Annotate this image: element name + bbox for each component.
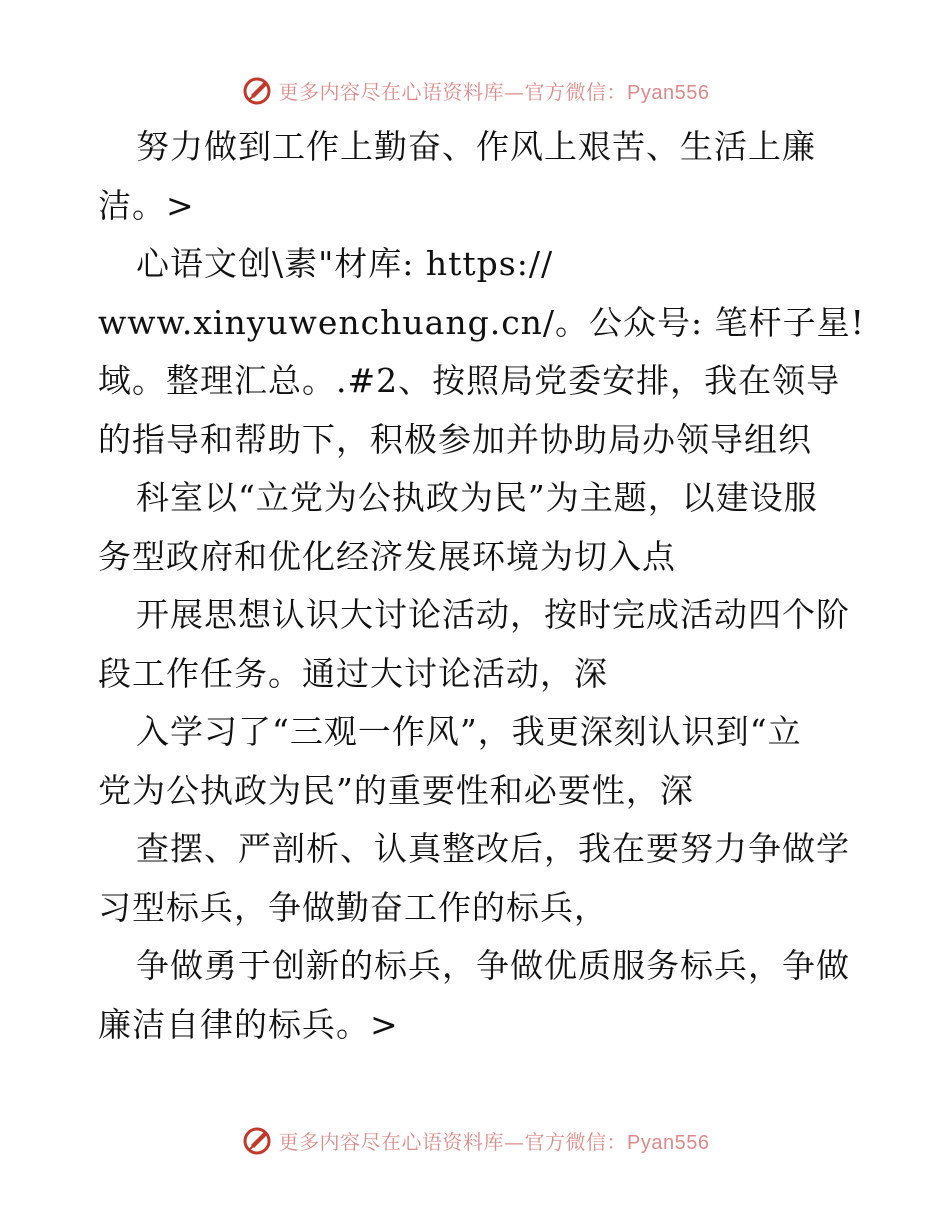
footer-banner-main: 更多内容尽在心语资料库 — [278, 1129, 505, 1154]
body-line: 心语文创\素"材库: https:// — [136, 244, 554, 283]
header-banner-main: 更多内容尽在心语资料库 — [278, 79, 505, 104]
footer-banner-text — [279, 1126, 710, 1155]
brand-logo-icon — [241, 73, 275, 107]
body-line: 努力做到工作上勤奋、作风上艰苦、生活上廉 — [136, 127, 816, 166]
body-line: 洁。> — [98, 185, 195, 225]
body-line: 党为公执政为民”的重要性和必要性，深 — [98, 770, 694, 810]
body-line: 习型标兵，争做勤奋工作的标兵， — [98, 887, 608, 927]
document-body — [98, 118, 865, 1054]
body-line: 开展思想认识大讨论活动，按时完成活动四个阶 — [136, 595, 850, 634]
body-line: www.xinyuwenchuang.cn/。公众号: 笔杆子星! — [98, 302, 865, 342]
header-banner-separator: — — [504, 79, 525, 104]
body-line: 入学习了“三观一作风”，我更深刻认识到“立 — [136, 712, 802, 751]
header-banner-account: Pyan556 — [627, 81, 710, 104]
header-banner-text — [279, 76, 710, 105]
brand-logo-icon — [241, 1123, 275, 1157]
body-line: 的指导和帮助下，积极参加并协助局办领导组织 — [98, 419, 812, 459]
body-line: 查摆、严剖析、认真整改后，我在要努力争做学 — [136, 829, 850, 868]
footer-banner-account: Pyan556 — [627, 1131, 710, 1154]
footer-banner-official: 官方微信： — [524, 1129, 628, 1154]
footer-banner — [0, 1120, 950, 1160]
body-line: 务型政府和优化经济发展环境为切入点 — [98, 536, 676, 576]
body-line: 段工作任务。通过大讨论活动，深 — [98, 653, 608, 693]
header-banner — [0, 70, 950, 110]
footer-banner-separator: — — [504, 1129, 525, 1154]
body-line: 科室以“立党为公执政为民”为主题，以建设服 — [136, 478, 818, 517]
header-banner-official: 官方微信： — [524, 79, 628, 104]
body-line: 域。整理汇总。.#2、按照局党委安排，我在领导 — [98, 361, 841, 400]
body-line: 争做勇于创新的标兵，争做优质服务标兵，争做 — [136, 946, 850, 985]
body-line: 廉洁自律的标兵。> — [98, 1004, 399, 1044]
